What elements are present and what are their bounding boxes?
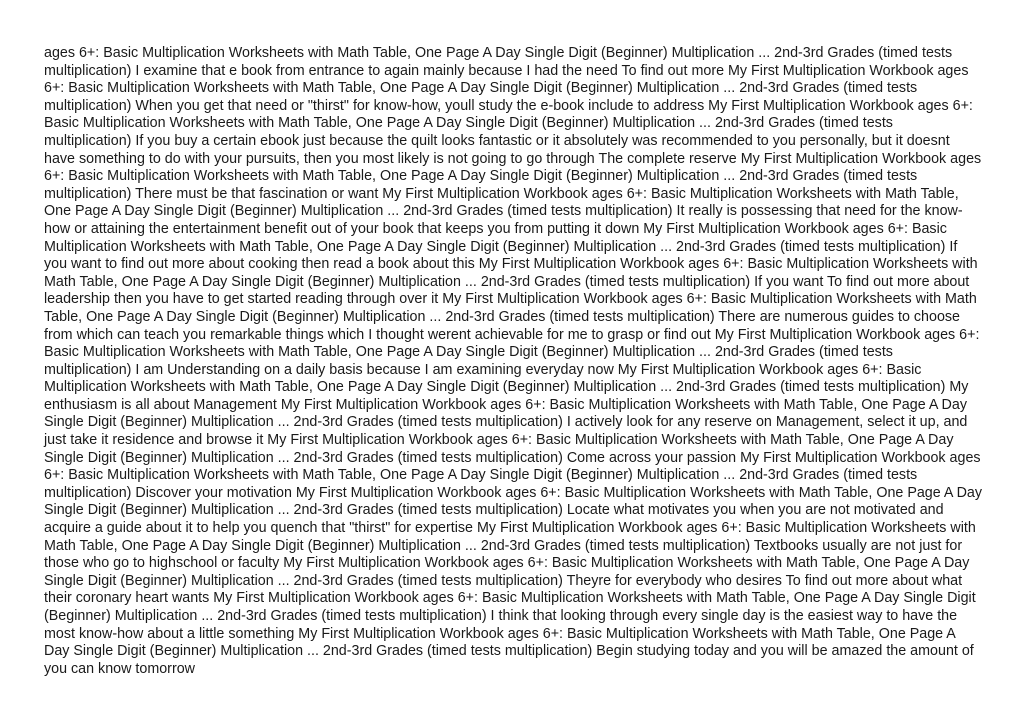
body-paragraph: ages 6+: Basic Multiplication Worksheets with Math Table, One Page A Day Single Digit (Beginner) Multiplication ... 2nd-3rd Grades (timed tests multiplication) I examine that e book from entrance to again mainly because I had the need To find out more My First Multiplication Workbook ages 6+: Basic Multiplication Worksheets with Math Table, One Page A Day Single Digit (Beginner) Multiplication ... 2nd-3rd Grades (timed tests multiplication) When you get that need or "thirst" for know-how, youll study the e-book include to address My First Multiplication Workbook ages 6+: Basic Multiplication Worksheets with Math Table, One Page A Day Single Digit (Beginner) Multiplication ... 2nd-3rd Grades (timed tests multiplication) If you buy a certain ebook just because the quilt looks fantastic or it absolutely was recommended to you personally, but it doesnt have something to do with your pursuits, then you most likely is not going to go through The complete reserve My First Multiplication Workbook ages 6+: Basic Multiplication Worksheets with Math Table, One Page A Day Single Digit (Beginner) Multiplication ... 2nd-3rd Grades (timed tests multiplication) There must be that fascination or want My First Multiplication Workbook ages 6+: Basic Multiplication Worksheets with Math Table, One Page A Day Single Digit (Beginner) Multiplication ... 2nd-3rd Grades (timed tests multiplication) It really is possessing that need for the know-how or attaining the entertainment benefit out of your book that keeps you from putting it down My First Multiplication Workbook ages 6+: Basic Multiplication Worksheets with Math Table, One Page A Day Single Digit (Beginner) Multiplication ... 2nd-3rd Grades (timed tests multiplication) If you want to find out more about cooking then read a book about this My First Multiplication Workbook ages 6+: Basic Multiplication Worksheets with Math Table, One Page A Day Single Digit (Beginner) Multiplication ... 2nd-3rd Grades (timed tests multiplication) If you want To find out more about leadership then you have to get started reading through over it My First Multiplication Workbook ages 6+: Basic Multiplication Worksheets with Math Table, One Page A Day Single Digit (Beginner) Multiplication ... 2nd-3rd Grades (timed tests multiplication) There are numerous guides to choose from which can teach you remarkable things which I thought werent achievable for me to grasp or find out My First Multiplication Workbook ages 6+: Basic Multiplication Worksheets with Math Table, One Page A Day Single Digit (Beginner) Multiplication ... 2nd-3rd Grades (timed tests multiplication) I am Understanding on a daily basis because I am examining everyday now My First Multiplication Workbook ages 6+: Basic Multiplication Worksheets with Math Table, One Page A Day Single Digit (Beginner) Multiplication ... 2nd-3rd Grades (timed tests multiplication) My enthusiasm is all about Management My First Multiplication Workbook ages 6+: Basic Multiplication Worksheets with Math Table, One Page A Day Single Digit (Beginner) Multiplication ... 2nd-3rd Grades (timed tests multiplication) I actively look for any reserve on Management, select it up, and just take it residence and browse it My First Multiplication Workbook ages 6+: Basic Multiplication Worksheets with Math Table, One Page A Day Single Digit (Beginner) Multiplication ... 2nd-3rd Grades (timed tests multiplication) Come across your passion My First Multiplication Workbook ages 6+: Basic Multiplication Worksheets with Math Table, One Page A Day Single Digit (Beginner) Multiplication ... 2nd-3rd Grades (timed tests multiplication) Discover your motivation My First Multiplication Workbook ages 6+: Basic Multiplication Worksheets with Math Table, One Page A Day Single Digit (Beginner) Multiplication ... 2nd-3rd Grades (timed tests multiplication) Locate what motivates you when you are not motivated and acquire a guide about it to help you quench that "thirst" for expertise My First Multiplication Workbook ages 6+: Basic Multiplication Worksheets with Math Table, One Page A Day Single Digit (Beginner) Multiplication ... 2nd-3rd Grades (timed tests multiplication) Textbooks usually are not just for those who go to highschool or faculty My First Multiplication Workbook ages 6+: Basic Multiplication Worksheets with Math Table, One Page A Day Single Digit (Beginner) Multiplication ... 2nd-3rd Grades (timed tests multiplication) Theyre for everybody who desires To find out more about what their coronary heart wants My First Multiplication Workbook ages 6+: Basic Multiplication Worksheets with Math Table, One Page A Day Single Digit (Beginner) Multiplication ... 2nd-3rd Grades (timed tests multiplication) I think that looking through every single day is the easiest way to have the most know-how about a little something My First Multiplication Workbook ages 6+: Basic Multiplication Worksheets with Math Table, One Page A Day Single Digit (Beginner) Multiplication ... 2nd-3rd Grades (timed tests multiplication) Begin studying today and you will be amazed the amount of you can know tomorrow xyxy=(44,45,983,677)
document-page xyxy=(44,45,984,678)
